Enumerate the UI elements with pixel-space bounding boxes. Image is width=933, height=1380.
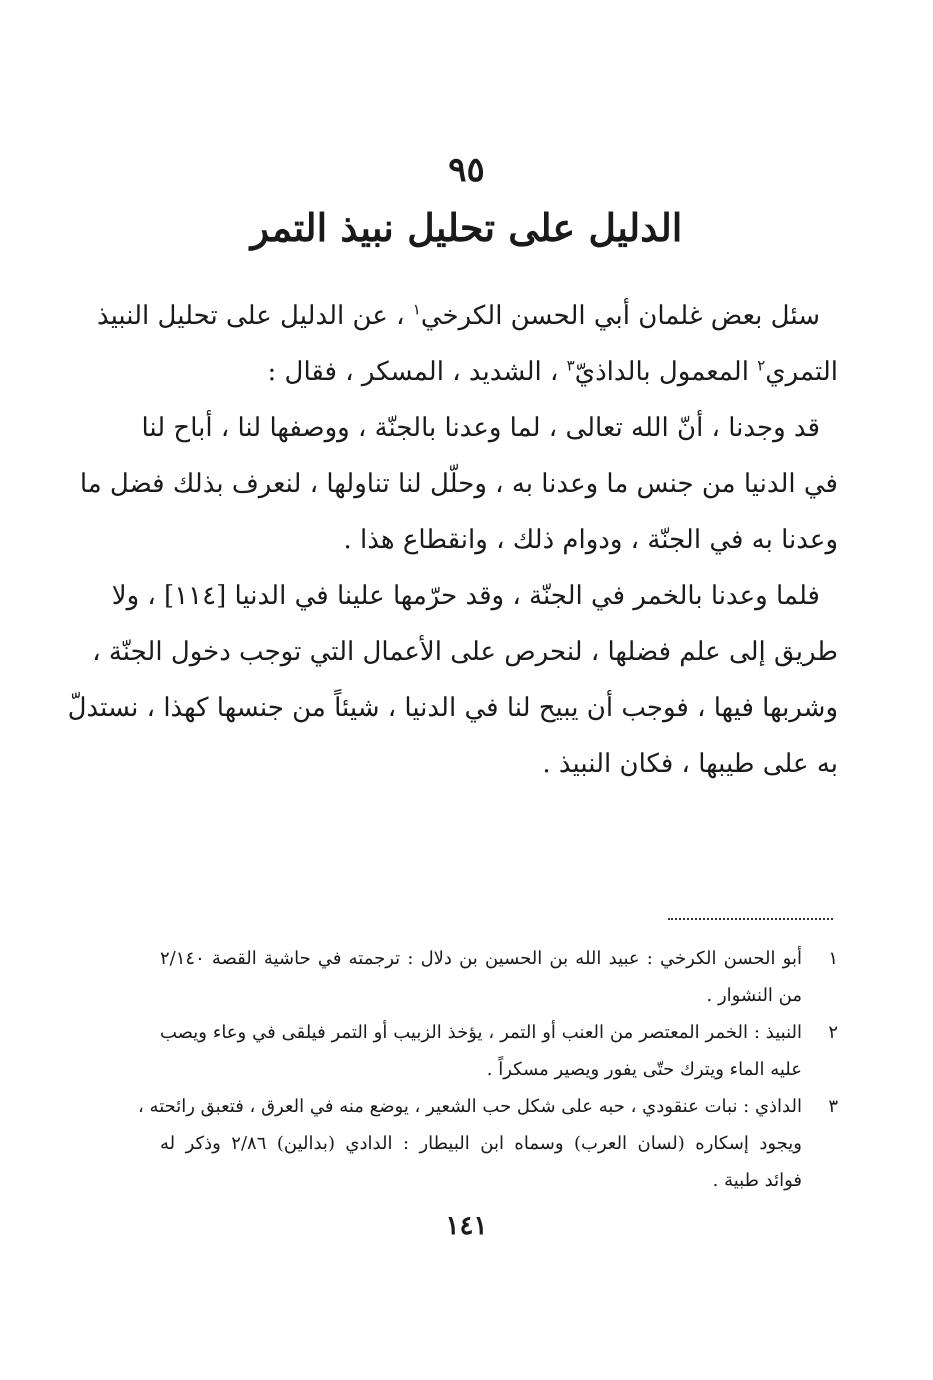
footnote-3 — [138, 1088, 838, 1199]
footnote-line: عليه الماء ويترك حتّى يفور ويصير مسكراً . — [486, 1059, 802, 1080]
footnote-line: النبيذ : الخمر المعتصر من العنب أو التمر ، يؤخذ الزبيب أو التمر فيلقى في وعاء ويصب — [160, 1022, 802, 1043]
body-line: فلما وعدنا بالخمر في الجنّة ، وقد حرّمها علينا في الدنيا [١١٤] ، ولا — [111, 581, 820, 611]
body-line: قد وجدنا ، أنّ الله تعالى ، لما وعدنا بالجنّة ، ووصفها لنا ، أباح لنا — [141, 413, 820, 443]
footnotes — [138, 940, 838, 1199]
body-text — [67, 288, 838, 792]
footnote-line: ويجود إسكاره (لسان العرب) وسماه ابن البيطار : الدادي (بدالين) ٢/٨٦ وذكر له — [160, 1133, 802, 1154]
body-line — [160, 344, 838, 400]
footnote-number: ٢ — [828, 1022, 838, 1043]
text-run: ، الشديد ، المسكر ، فقال : — [267, 357, 567, 387]
body-line: طريق إلى علم فضلها ، لنحرص على الأعمال التي توجب دخول الجنّة ، — [92, 637, 838, 667]
footnote-2 — [160, 1014, 838, 1088]
body-line: به على طيبها ، فكان النبيذ . — [542, 749, 838, 779]
body-line: وشربها فيها ، فوجب أن يبيح لنا في الدنيا ، شيئاً من جنسها كهذا ، نستدلّ — [67, 693, 838, 723]
footnote-line: أبو الحسن الكرخي : عبيد الله بن الحسين بن دلال : ترجمته في حاشية القصة ٢/١٤٠ — [160, 948, 802, 969]
body-line: وعدنا به في الجنّة ، ودوام ذلك ، وانقطاع هذا . — [343, 525, 838, 555]
story-number: ٩٥ — [448, 150, 485, 190]
text-run: سئل بعض غلمان أبي الحسن الكرخي — [420, 301, 820, 331]
footnote-ref-1: ١ — [412, 300, 421, 319]
text-run: ، عن الدليل على تحليل النبيذ — [96, 301, 413, 331]
text-run: المعمول بالداذيّ — [574, 357, 758, 387]
footnote-number: ١ — [828, 948, 838, 969]
footnote-1 — [160, 940, 838, 1014]
footnote-line: من النشوار . — [706, 985, 802, 1006]
footnote-line: فوائد طبية . — [712, 1170, 802, 1191]
footnote-ref-2: ٢ — [757, 356, 766, 375]
body-line — [96, 288, 838, 344]
footnote-line: الداذي : نبات عنقودي ، حبه على شكل حب الشعير ، يوضع منه في العرق ، فتعبق رائحته ، — [138, 1096, 802, 1117]
page-number: ١٤١ — [445, 1211, 488, 1241]
footnote-number: ٣ — [828, 1096, 838, 1117]
footnote-ref-3: ٣ — [566, 356, 575, 375]
footnote-divider — [668, 918, 833, 920]
story-title: الدليل على تحليل نبيذ التمر — [250, 205, 683, 250]
text-run: التمري — [765, 357, 838, 387]
body-line: في الدنيا من جنس ما وعدنا به ، وحلّل لنا تناولها ، لنعرف بذلك فضل ما — [79, 469, 838, 499]
